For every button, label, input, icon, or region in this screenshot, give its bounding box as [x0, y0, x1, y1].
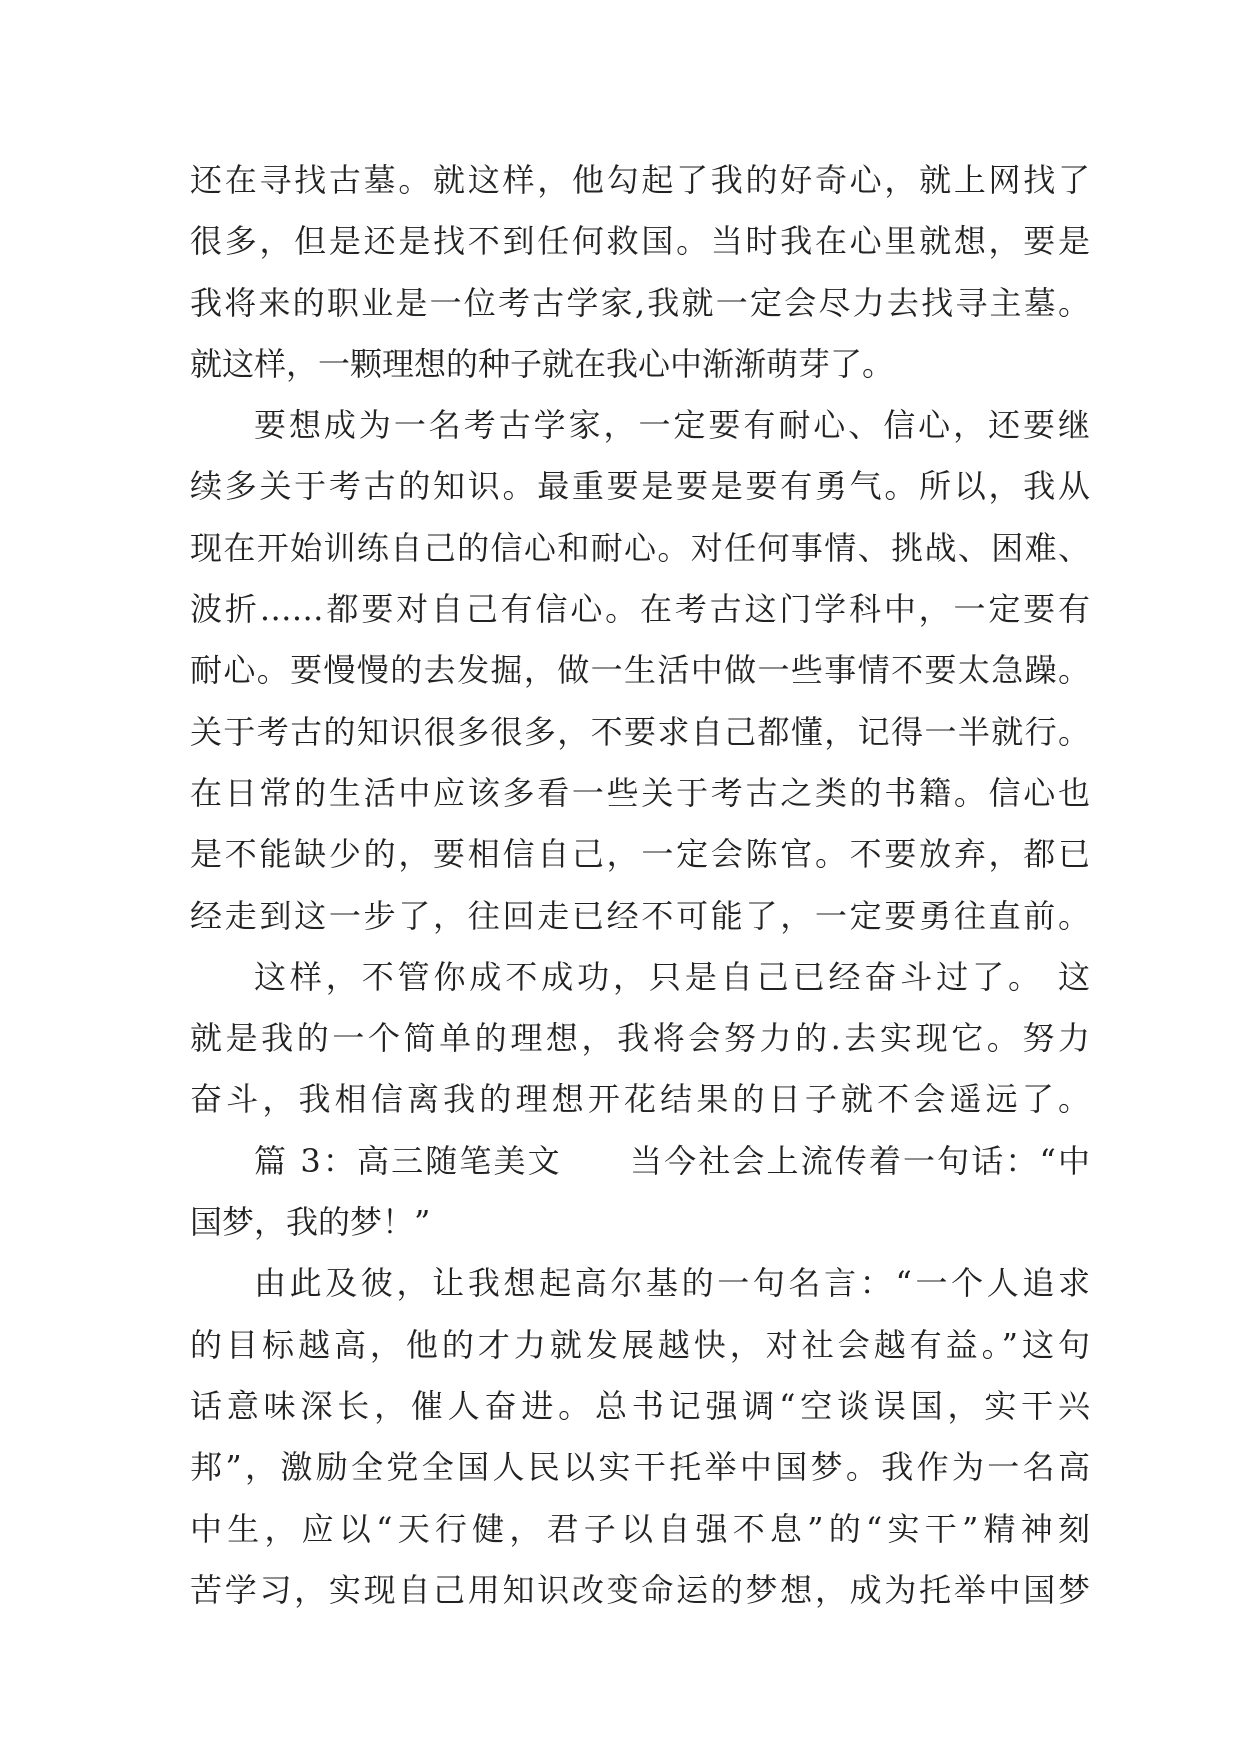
text-line: 很多，但是还是找不到任何救国。当时我在心里就想，要是	[190, 222, 1090, 261]
text-line: 就这样，一颗理想的种子就在我心中渐渐萌芽了。	[190, 344, 895, 383]
text-line: 话意味深长，催人奋进。总书记强调“空谈误国，实干兴	[190, 1386, 1090, 1425]
text-line: 耐心。要慢慢的去发掘，做一生活中做一些事情不要太急躁。	[190, 651, 1090, 690]
body-text	[190, 150, 1090, 1621]
text-line: 国梦，我的梦！”	[190, 1203, 431, 1242]
text-line: 奋斗，我相信离我的理想开花结果的日子就不会遥远了。	[190, 1080, 1090, 1119]
text-line: 现在开始训练自己的信心和耐心。对任何事情、挑战、困难、	[190, 528, 1090, 567]
text-line: 的目标越高，他的才力就发展越快，对社会越有益。”这句	[190, 1325, 1090, 1364]
text-line: 还在寻找古墓。就这样，他勾起了我的好奇心，就上网找了	[190, 161, 1090, 199]
text-line: 我将来的职业是一位考古学家,我就一定会尽力去找寻主墓。	[190, 283, 1090, 322]
text-line: 波折……都要对自己有信心。在考古这门学科中，一定要有	[190, 590, 1090, 629]
text-line: 要想成为一名考古学家，一定要有耐心、信心，还要继	[254, 406, 1090, 445]
text-line: 关于考古的知识很多很多，不要求自己都懂，记得一半就行。	[190, 712, 1090, 751]
text-line: 中生，应以“天行健，君子以自强不息”的“实干”精神刻	[190, 1509, 1090, 1548]
text-line: 就是我的一个简单的理想，我将会努力的.去实现它。努力	[190, 1019, 1090, 1058]
text-line: 这样，不管你成不成功，只是自己已经奋斗过了。 这	[254, 957, 1090, 996]
text-line: 由此及彼，让我想起高尔基的一句名言：“一个人追求	[254, 1264, 1090, 1303]
text-line: 篇 3：高三随笔美文 当今社会上流传着一句话：“中	[254, 1141, 1090, 1180]
text-line: 是不能缺少的，要相信自己，一定会陈官。不要放弃，都已	[190, 835, 1090, 874]
text-line: 续多关于考古的知识。最重要是要是要有勇气。所以，我从	[190, 467, 1090, 506]
text-line: 邦”，激励全党全国人民以实干托举中国梦。我作为一名高	[190, 1448, 1090, 1487]
text-line: 苦学习，实现自己用知识改变命运的梦想，成为托举中国梦	[190, 1570, 1090, 1609]
text-line: 经走到这一步了，往回走已经不可能了，一定要勇往直前。	[190, 896, 1090, 935]
text-line: 在日常的生活中应该多看一些关于考古之类的书籍。信心也	[190, 773, 1090, 812]
